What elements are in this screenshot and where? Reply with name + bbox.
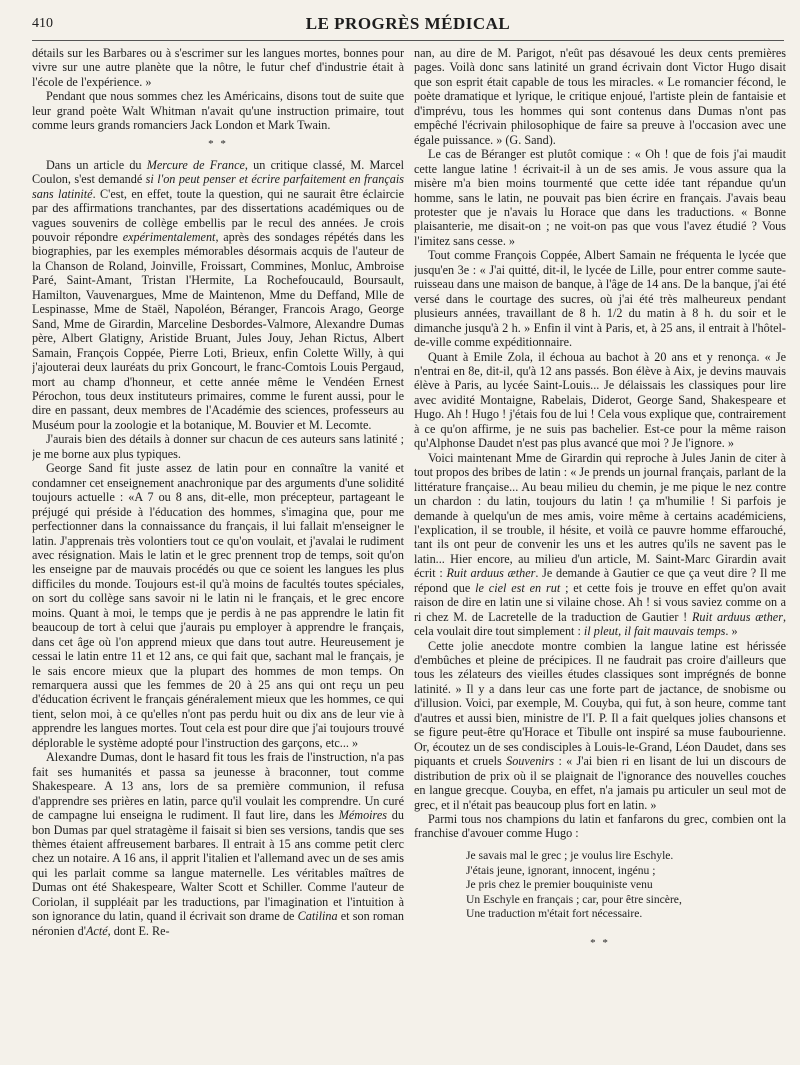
paragraph: Quant à Emile Zola, il échoua au bachot à 20 ans et y renonça. « Je n'entrai en 8e, dit-il, qu'à 12 ans passés. Bon élève à Aix, je devins mauvais élève à Paris, au lycée Saint-Louis... Je délaissais les classiques pour lire avec avidité Montaigne, Rabelais, Diderot, George Sand, Shakespeare et Hugo. Ah ! Hugo ! j'étais fou de lui ! Cela vous explique que, contrairement à ce qu'on affirme, je ne suis pas bachelier. Est-ce pour la même raison qu'Alphonse Daudet n'est pas plus avancé que moi ? Je l'ignore. » [414,349,786,451]
poem-line: J'étais jeune, ignorant, innocent, ingénu ; [466,863,656,877]
journal-title: LE PROGRÈS MÉDICAL [305,14,511,33]
paragraph: George Sand fit juste assez de latin pour en connaître la vanité et condamner cet enseignement anachronique par des arguments d'une solidité toujours actuelle : «A 7 ou 8 ans, dit-elle, mon précepteur, partageant le préjugé qui préside à l'éducation des hommes, s'imagina que, pour me perfectionner dans la connaissance du français, il lui fallait m'enseigner le latin. J'apprenais très volontiers tout ce qu'on voulait, et j'avalai le rudiment avec résignation. Mais le latin et le grec prennent trop de temps, soit qu'on les enseigne par de mauvais procédés ou que ce soient les langues les plus difficiles du monde. Toujours est-il qu'à moins de facultés toutes spéciales, on sort du collège sans savoir ni le latin ni le français, et le grec encore moins. Quant à moi, le temps que je perdis à ne pas apprendre le latin fit beaucoup de tort à celui que j'aurais pu employer à apprendre le français, dans cet âge où l'on apprend mieux que dans tout autre. Heureusement je cessai le latin entre 11 et 12 ans, ce qui fait que, sachant mal le français, je le sais encore mieux que la plupart des hommes de mon temps. On remarquera aussi que les femmes de 20 à 25 ans qui ont reçu un peu d'éducation écrivent le français généralement mieux que les hommes, ce qui tient, selon moi, à ce qu'elles n'ont pas perdu huit ou dix ans de leur vie à apprendre les langues mortes. Tout cela est pour dire que j'ai toujours trouvé déplorable le système adopté pour l'instruction des garçons, etc... » [32,461,404,750]
quoted-question: si l'on peut penser et écrire parfaitement en français sans latinité [32,172,404,201]
section-separator: * * [590,936,610,949]
paragraph: Le cas de Béranger est plutôt comique : « Oh ! que de fois j'ai maudit cette langue latine ! écrivait-il à un de ses amis. Je vous assure qua la misère m'a bien moins tourmenté que cette idée tant répandue qu'un homme, sans le latin, ne pouvait pas bien écrire en français. J'avais beau protester que je n'avais lu Horace que dans les traductions. « Bonne plaisanterie, me disait-on ; ne voit-on pas que vous l'avez étudié ? Vous l'imitez sans cesse. » [414,147,786,248]
poem-line: Je pris chez le premier bouquiniste venu [466,878,653,892]
page-number: 410 [32,16,53,31]
right-column [414,46,786,1056]
paragraph: Tout comme François Coppée, Albert Samain ne fréquenta le lycée que jusqu'en 3e : « J'ai quitté, dit-il, le lycée de Lille, pour entrer comme saute-ruisseau dans une maison de banque, à l'âge de 14 ans. De la banque, j'ai été versé dans le courtage des sucres, où j'ai été très malheureux pendant plusieurs années, travaillant de 8 h. 1/2 du matin à 8 h. du soir et le dimanche jusqu'à 2 h. » Enfin il vint à Paris, et, à 25 ans, il entrait à l'hôtel-de-ville comme expéditionnaire. [414,248,786,350]
paragraph: Parmi tous nos champions du latin et fanfarons du grec, combien ont la franchise d'avouer comme Hugo : [414,812,786,841]
paragraph: nan, au dire de M. Parigot, n'eût pas désavoué les deux cents premières pages. Voilà donc sans latinité un grand écrivain dont Victor Hugo disait que son esprit était capable de tous les miracles. « Le romancier fécond, le poète dramatique et lyrique, le critique enjoué, l'artiste plein de fantaisie et d'imprévu, tous les hommes qui sont contenus dans Dumas n'ont pas empêché l'écrivain philosophique de faire sa preuve à l'occasion avec une égale puissance. » (G. Sand). [414,46,786,147]
paragraph: Voici maintenant Mme de Girardin qui reproche à Jules Janin de citer à tout propos des bribes de latin : « Je prends un journal français, parlant de la littérature française... Au beau milieu du chemin, je me pique le nez contre un chardon : du latin, toujours du latin ! ça m'humilie ! Si parfois je demande à quelqu'un de mes amis, voire même à certains académiciens, l'explication, il se trouble, il hésite, et voilà ce pauvre homme effarouché, tant ils ont peur de convenir les uns et les autres qu'ils ne savent pas le latin... Hier encore, au milieu d'un article, M. Saint-Marc Girardin avait écrit : Ruit arduus æther. Je demande à Gautier ce que ça veut dire ? Il me répond que le ciel est en rut ; et cette fois je trouve en effet qu'on avait raison de dire en latin une si vilaine chose. Ah ! si vous saviez comme on a ri chez M. de Lacretelle de la traduction de Gautier ! Ruit arduus æther, cela voulait dire tout simplement : il pleut, il fait mauvais temps. » [414,450,786,639]
poem-quote [466,849,786,922]
section-separator: * * [208,137,228,150]
page-header [32,14,784,36]
paragraph: détails sur les Barbares ou à s'escrimer sur les langues mortes, bonnes pour vivre sur une autre planète que la nôtre, le futur chef d'industrie était à l'école de l'expérience. » [32,46,404,89]
paragraph: Dans un article du Mercure de France, un critique classé, M. Marcel Coulon, s'est demandé si l'on peut penser et écrire parfaitement en français sans latinité. C'est, en effet, toute la question, qui ne saurait être éclaircie par des affirmations tranchantes, par des dissertations académiques ou de vagues souvenirs de collège embellis par le recul des années. Je crois pouvoir répondre expérimentalement, après des sondages répétés dans les biographies, par les exemples mémorables désormais acquis de l'auteur de la Chanson de Roland, Joinville, Froissart, Commines, Monluc, Ambroise Paré, Saint-Amant, Tristan l'Hermite, La Rochefoucauld, Boursault, Hamilton, Vauvenargues, Mme de Maintenon, Mme du Deffand, Mlle de Lespinasse, Mme de Staël, Napoléon, Béranger, Francois Arago, George Sand, Mme de Girardin, Marceline Desbordes-Valmore, Alexandre Dumas père, Albert Glatigny, Aristide Bruant, Jules Jouy, Jehan Rictus, Albert Samain, François Coppée, Pierre Loti, Brieux, enfin Colette Willy, à qui j'ajouterai deux lauréats du prix Goncourt, le franc-Comtois Louis Pergaud, mort au champ d'honneur, et cette année même le Vendéen Ernest Pérochon, tous deux instituteurs primaires, comme le furent aussi, pour le dire en passant, deux membres de l'Académie des sciences, professeurs au Muséum pour la zoologie et la botanique, M. Bouvier et M. Lecomte. [32,157,404,432]
paragraph: Alexandre Dumas, dont le hasard fit tous les frais de l'instruction, n'a pas fait ses humanités et passa sa jeunesse à braconner, tout comme Shakespeare. A 13 ans, lors de sa première communion, il refusa d'apprendre ses prières en latin, parce qu'il voulait les comprendre. Un curé de campagne lui enseigna le rudiment. Il faut lire, dans les Mémoires du bon Dumas par quel stratagème il faisait si bien ses versions, tandis que ses thèmes étaient affreusement barbares. Il entrait à 15 ans comme petit clerc chez un notaire. A 16 ans, il apprit l'italien et l'allemand avec un de ses amis qui les parlait comme sa langue maternelle. Les véritables maîtres de Dumas ont été Shakespeare, Walter Scott et Schiller. Comme l'auteur de Coriolan, il suppléait par les traductions, par l'imagination et l'intuition à son ignorance du latin, quand il écrivait son drame de Catilina et son roman néronien d'Acté, dont E. Re- [32,750,404,938]
paragraph: Pendant que nous sommes chez les Américains, disons tout de suite que leur grand poète Walt Whitman n'avait qu'une instruction primaire, tout comme leurs grands romanciers Jack London et Mark Twain. [32,89,404,133]
left-column [32,46,404,1056]
poem-line: Je savais mal le grec ; je voulus lire Eschyle. [466,848,674,862]
header-rule [32,40,784,41]
journal-name: Mercure de France [146,157,245,172]
poem-line: Un Eschyle en français ; car, pour être sincère, [466,892,682,906]
poem-line: Une traduction m'était fort nécessaire. [466,907,643,921]
paragraph: J'aurais bien des détails à donner sur chacun de ces auteurs sans latinité ; je me borne aux plus typiques. [32,432,404,461]
paragraph: Cette jolie anecdote montre combien la langue latine est hérissée d'embûches et pleine de précipices. Il ne faudrait pas croire d'ailleurs que tous les zélateurs des vieilles études classiques sont imprégnés de bonne latinité. » Il y a dans leur cas une forte part de jactance, de snobisme ou d'illusion. Voici, par exemple, M. Couyba, qui fut, à son heure, comme tant d'autres et aussi bien, ministre de l'I. P. Il a fait quelques jolies chansons et se figure peut-être qu'Horace et Tibulle ont inspiré sa muse faubourienne. Or, écoutez un de ses condisciples à Louis-le-Grand, Léon Daudet, dans ses piquants et cruels Souvenirs : « J'ai bien ri en lisant de lui un discours de distribution de prix où il se plaignait de l'ignorance des nouvelles couches en langue grecque. Couyba, en effet, n'a jamais pu articuler un seul mot de grec, et il n'était pas beaucoup plus fort en latin. » [414,638,786,812]
